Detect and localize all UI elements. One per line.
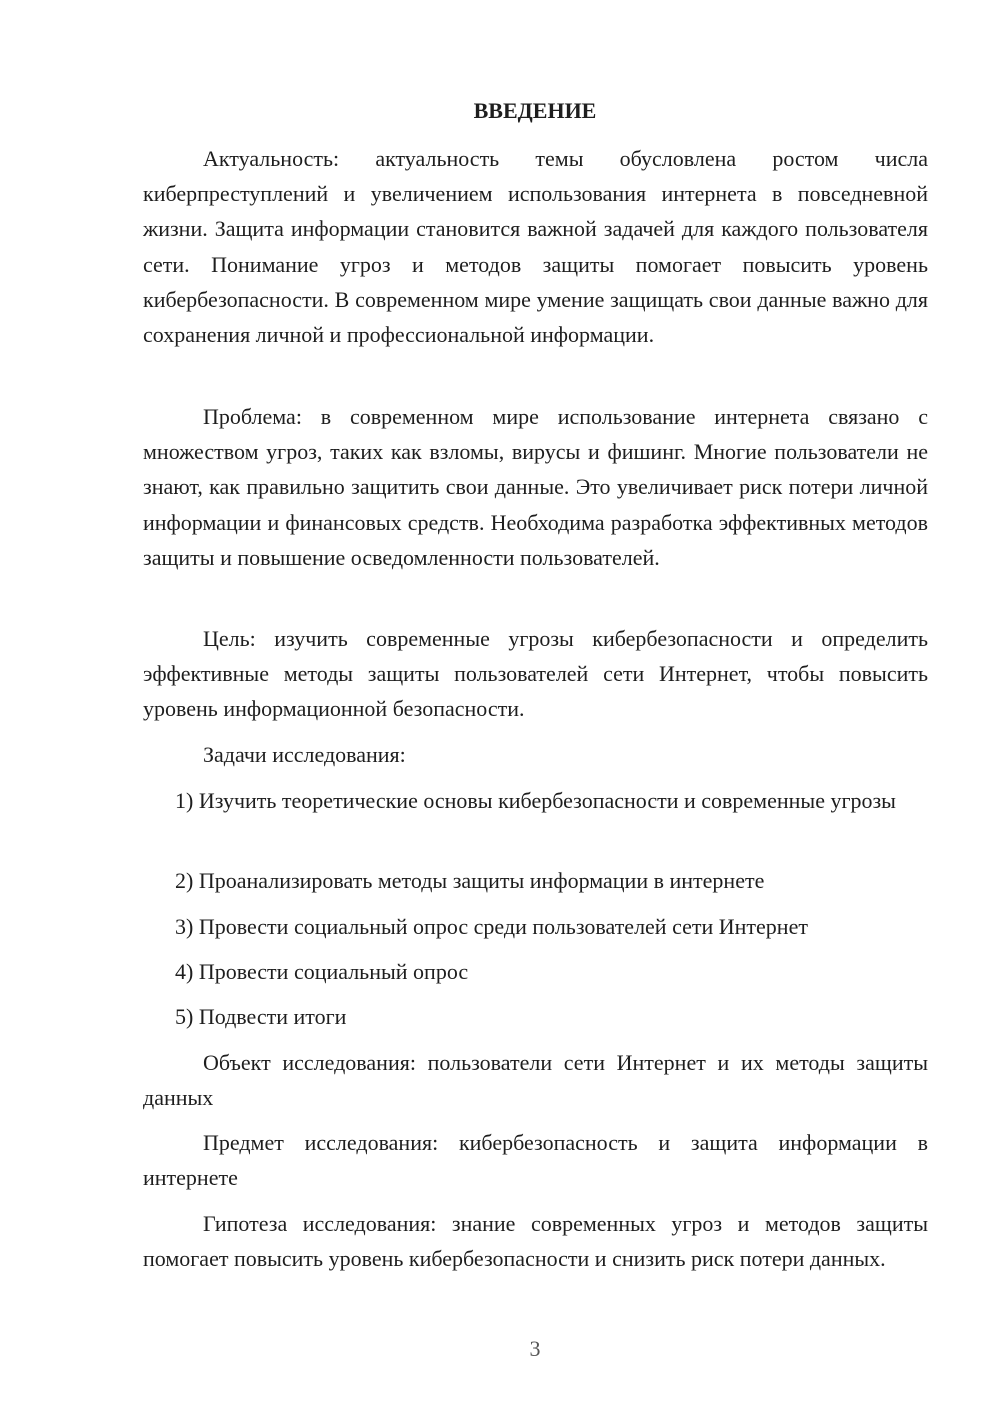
task-item-4: 4) Провести социальный опрос [175,959,469,984]
task-item-1: 1) Изучить теоретические основы кибербезопасности и современные угрозы [175,788,896,813]
object-paragraph: Объект исследования: пользователи сети Интернет и их методы защиты данных [143,1050,928,1111]
tasks-heading: Задачи исследования: [203,742,406,767]
task-item-5: 5) Подвести итоги [175,1004,347,1029]
task-item-2: 2) Проанализировать методы защиты информации в интернете [175,868,765,893]
goal-paragraph: Цель: изучить современные угрозы кибербезопасности и определить эффективные методы защиты пользователей сети Интернет, чтобы повысить уровень информационной безопасности. [143,626,928,722]
page-number: 3 [529,1336,541,1361]
problem-paragraph: Проблема: в современном мире использование интернета связано с множеством угроз, таких как взломы, вирусы и фишинг. Многие пользователи не знают, как правильно защитить свои данные. Это увеличивает риск потери личной информации и финансовых средств. Необходима разработка эффективных методов защиты и повышение осведомленности пользователей. [143,404,928,570]
section-heading: ВВЕДЕНИЕ [473,98,597,123]
relevance-paragraph: Актуальность: актуальность темы обусловлена ростом числа киберпреступлений и увеличением использования интернета в повседневной жизни. Защита информации становится важной задачей для каждого пользователя сети. Понимание угроз и методов защиты помогает повысить уровень кибербезопасности. В современном мире умение защищать свои данные важно для сохранения личной и профессиональной информации. [143,146,928,348]
subject-paragraph: Предмет исследования: кибербезопасность и защита информации в интернете [143,1130,928,1191]
task-item-3: 3) Провести социальный опрос среди пользователей сети Интернет [175,914,808,939]
hypothesis-paragraph: Гипотеза исследования: знание современных угроз и методов защиты помогает повысить уровень кибербезопасности и снизить риск потери данных. [143,1211,928,1272]
